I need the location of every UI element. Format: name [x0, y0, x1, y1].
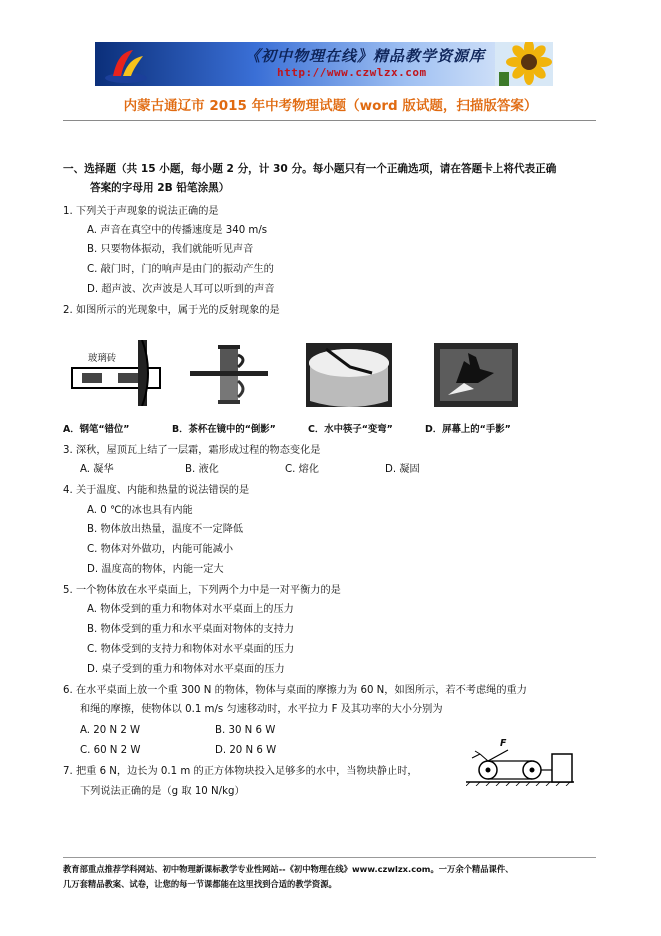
- banner-slogan: 《初中物理在线》精品教学资源库: [245, 47, 486, 65]
- q6-option-c: C. 60 N 2 W: [80, 745, 141, 756]
- banner-url[interactable]: http://www.czwlzx.com: [277, 66, 427, 79]
- q1-option-a: A. 声音在真空中的传播速度是 340 m/s: [87, 225, 268, 236]
- q4-option-b: B. 物体放出热量，温度不一定降低: [87, 524, 244, 535]
- q5-option-c: C. 物体受到的支持力和物体对水平桌面的压力: [87, 644, 295, 655]
- q2-figure-b: [190, 343, 268, 407]
- q6-stem-cont: 和绳的摩擦，使物体以 0.1 m/s 匀速移动时，水平拉力 F 及其功率的大小分别为: [80, 704, 443, 715]
- q2-figure-d: [434, 343, 518, 407]
- footer-divider: [63, 857, 596, 858]
- q4-option-a: A. 0 ℃的冰也具有内能: [87, 505, 193, 516]
- q3-option-b: B. 液化: [185, 464, 219, 475]
- q2-stem: 2. 如图所示的光现象中，属于光的反射现象的是: [63, 305, 280, 316]
- q2-figure-c: [306, 343, 392, 407]
- q1-stem: 1. 下列关于声现象的说法正确的是: [63, 206, 219, 217]
- q4-option-d: D. 温度高的物体，内能一定大: [87, 564, 224, 575]
- site-banner: [95, 42, 553, 86]
- q1-option-d: D. 超声波、次声波是人耳可以听到的声音: [87, 284, 275, 295]
- q2-option-d: D．屏幕上的“手影”: [425, 424, 511, 435]
- q5-stem: 5. 一个物体放在水平桌面上，下列两个力中是一对平衡力的是: [63, 585, 341, 596]
- q2-option-a: A．钢笔“错位”: [63, 424, 130, 435]
- section-heading-cont: 答案的字母用 2B 铅笔涂黑）: [90, 182, 230, 194]
- q6-option-a: A. 20 N 2 W: [80, 725, 141, 736]
- sunflower-icon: [495, 42, 553, 86]
- q3-option-a: A. 凝华: [80, 464, 114, 475]
- page-title: 内蒙古通辽市 2015 年中考物理试题（word 版试题，扫描版答案）: [123, 98, 538, 114]
- q6-stem: 6. 在水平桌面上放一个重 300 N 的物体，物体与桌面的摩擦力为 60 N，如图所示，若不考虑绳的重力: [63, 685, 527, 696]
- footer-line-2: 几万套精品教案、试卷，让您的每一节课都能在这里找到合适的教学资源。: [63, 879, 337, 889]
- q3-stem: 3. 深秋，屋顶瓦上结了一层霜，霜形成过程的物态变化是: [63, 445, 321, 456]
- q3-option-c: C. 熔化: [285, 464, 319, 475]
- force-label: F: [500, 738, 507, 749]
- q2-option-c: C．水中筷子“变弯”: [308, 424, 393, 435]
- q4-option-c: C. 物体对外做功，内能可能减小: [87, 544, 234, 555]
- q5-option-b: B. 物体受到的重力和水平桌面对物体的支持力: [87, 624, 295, 635]
- q6-option-d: D. 20 N 6 W: [215, 745, 277, 756]
- q7-stem: 7. 把重 6 N，边长为 0.1 m 的正方体物块投入足够多的水中，当物块静止时，: [63, 766, 418, 777]
- glass-brick-label: 玻璃砖: [88, 353, 117, 364]
- footer-line-1: 教育部重点推荐学科网站、初中物理新课标教学专业性网站--《初中物理在线》www.czwlzx.com。一万余个精品课件、: [63, 864, 514, 874]
- q1-option-b: B. 只要物体振动，我们就能听见声音: [87, 244, 254, 255]
- q3-option-d: D. 凝固: [385, 464, 420, 475]
- q1-option-c: C. 敲门时，门的响声是由门的振动产生的: [87, 264, 274, 275]
- site-logo-icon: [103, 46, 149, 84]
- q5-option-d: D. 桌子受到的重力和物体对水平桌面的压力: [87, 664, 285, 675]
- section-heading: 一、选择题（共 15 小题，每小题 2 分，计 30 分。每小题只有一个正确选项，请在答题卡上将代表正确: [63, 163, 557, 175]
- q2-figure-a: [68, 340, 164, 406]
- q5-option-a: A. 物体受到的重力和物体对水平桌面上的压力: [87, 604, 294, 615]
- q2-option-b: B．茶杯在镜中的“倒影”: [172, 424, 276, 435]
- q4-stem: 4. 关于温度、内能和热量的说法错误的是: [63, 485, 250, 496]
- title-divider: [63, 120, 596, 121]
- q7-stem-cont: 下列说法正确的是（g 取 10 N/kg）: [80, 786, 245, 797]
- q6-pulley-figure: [466, 738, 574, 786]
- q6-option-b: B. 30 N 6 W: [215, 725, 276, 736]
